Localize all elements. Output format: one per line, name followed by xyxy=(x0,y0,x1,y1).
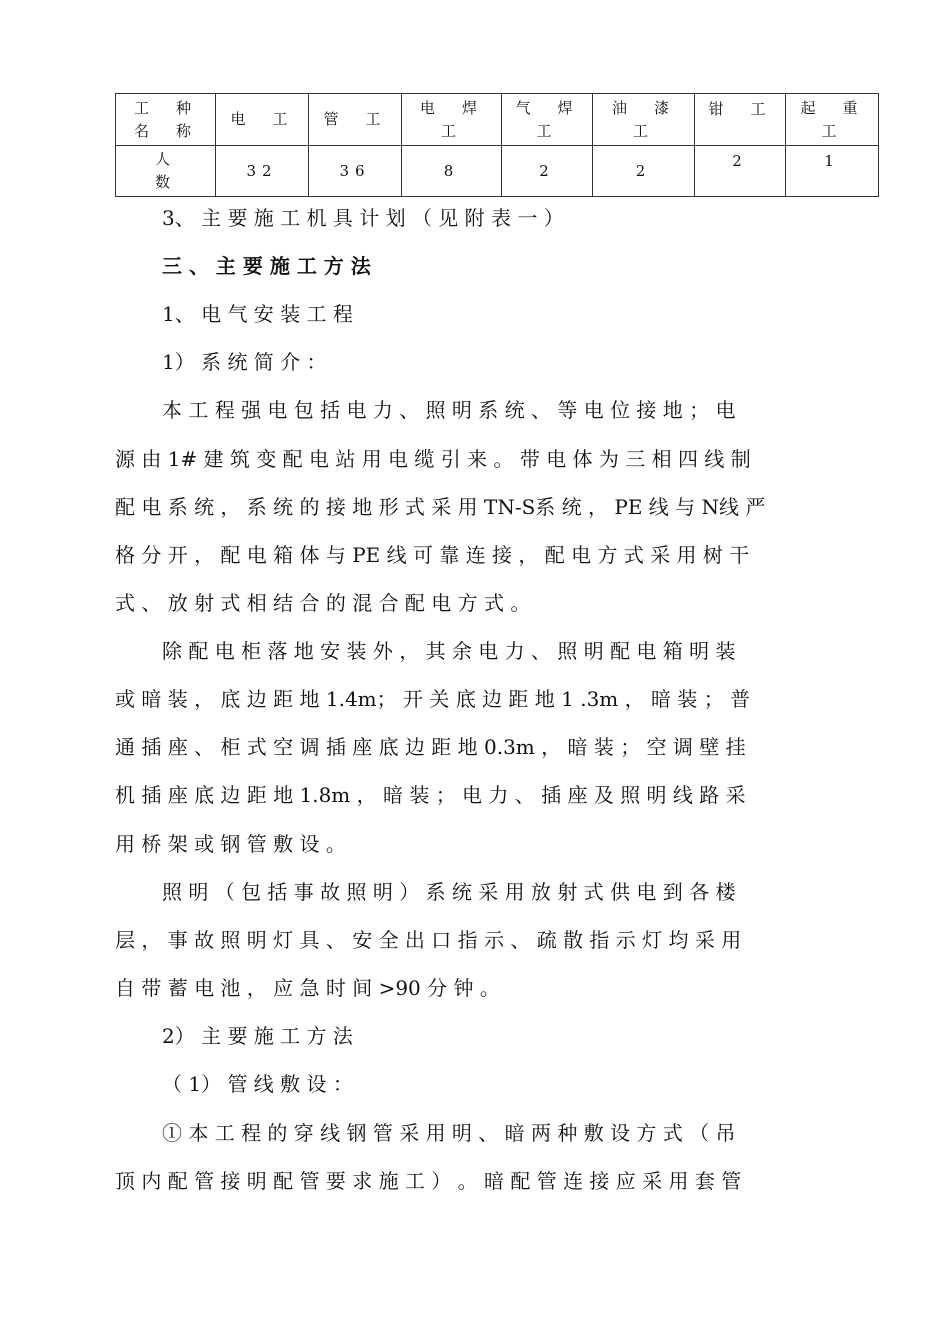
table-row xyxy=(116,146,879,197)
section-heading: 三 、 主 要 施 工 方 法 xyxy=(162,254,371,278)
body-line: 本 工 程 强 电 包 括 电 力 、 照 明 系 统 、 等 电 位 接 地 ； 电 xyxy=(162,398,736,422)
table-cell: 1 xyxy=(786,146,879,197)
body-line: 照 明 （ 包 括 事 故 照 明 ） 系 统 采 用 放 射 式 供 电 到 各 楼 xyxy=(162,880,736,904)
body-line: 格 分 开 ， 配 电 箱 体 与 PE 线 可 靠 连 接 ， 配 电 方 式 采 用 树 干 xyxy=(115,543,750,567)
body-line: 式 、 放 射 式 相 结 合 的 混 合 配 电 方 式 。 xyxy=(115,591,531,615)
body-line: ① 本 工 程 的 穿 线 钢 管 采 用 明 、 暗 两 种 敷 设 方 式 （ 吊 xyxy=(162,1121,736,1145)
body-line: 通 插 座 、 柜 式 空 调 插 座 底 边 距 地 0.3m ， 暗 装 ； 空 调 壁 挂 xyxy=(115,735,746,759)
table-header-cell: 起 重 工 xyxy=(786,94,879,146)
body-line: 3、 主 要 施 工 机 具 计 划 （ 见 附 表 一 ） xyxy=(162,206,564,230)
body-line: 机 插 座 底 边 距 地 1.8m ， 暗 装 ； 电 力 、 插 座 及 照 明 线 路 采 xyxy=(115,783,746,807)
table-header-cell: 电 工 xyxy=(216,94,309,146)
body-line: 源 由 1# 建 筑 变 配 电 站 用 电 缆 引 来 。 带 电 体 为 三 相 四 线 制 xyxy=(115,447,751,471)
body-line: 自 带 蓄 电 池 ， 应 急 时 间 >90 分 钟 。 xyxy=(115,976,500,1000)
body-line: 层 ， 事 故 照 明 灯 具 、 安 全 出 口 指 示 、 疏 散 指 示 灯 均 采 用 xyxy=(115,928,742,952)
table-cell: 36 xyxy=(309,146,402,197)
subsection-heading: （ 1） 管 线 敷 设 ： xyxy=(162,1072,353,1096)
table-header-cell: 工 种 名 称 xyxy=(116,94,216,146)
table-header-cell: 油 漆 工 xyxy=(593,94,695,146)
body-line: 除 配 电 柜 落 地 安 装 外 ， 其 余 电 力 、 照 明 配 电 箱 明 装 xyxy=(162,639,736,663)
body-line: 或 暗 装 ， 底 边 距 地 1.4m； 开 关 底 边 距 地 1 .3m ， 暗 装 ； 普 xyxy=(115,687,751,711)
staffing-table xyxy=(115,93,879,197)
table-header-row xyxy=(116,94,879,146)
table-header-cell: 电 焊 工 xyxy=(402,94,502,146)
body-line: 顶 内 配 管 接 明 配 管 要 求 施 工 ） 。 暗 配 管 连 接 应 采 用 套 管 xyxy=(115,1169,742,1193)
subsection-heading: 2） 主 要 施 工 方 法 xyxy=(162,1024,353,1048)
table-cell: 8 xyxy=(402,146,502,197)
body-line: 用 桥 架 或 钢 管 敷 设 。 xyxy=(115,832,346,856)
table-cell: 2 xyxy=(593,146,695,197)
table-cell: 2 xyxy=(695,146,786,197)
table-cell: 32 xyxy=(216,146,309,197)
table-header-cell: 气 焊 工 xyxy=(502,94,593,146)
subsection-heading: 1、 电 气 安 装 工 程 xyxy=(162,302,353,326)
table-header-cell: 管 工 xyxy=(309,94,402,146)
table-cell: 人 数 xyxy=(116,146,216,197)
body-line: 配 电 系 统 ， 系 统 的 接 地 形 式 采 用 TN-S系 统 ， PE 线 与 N线 严 xyxy=(115,495,766,519)
table-header-cell: 钳 工 xyxy=(695,94,786,146)
table-cell: 2 xyxy=(502,146,593,197)
subsection-heading: 1） 系 统 简 介 ： xyxy=(162,350,327,374)
